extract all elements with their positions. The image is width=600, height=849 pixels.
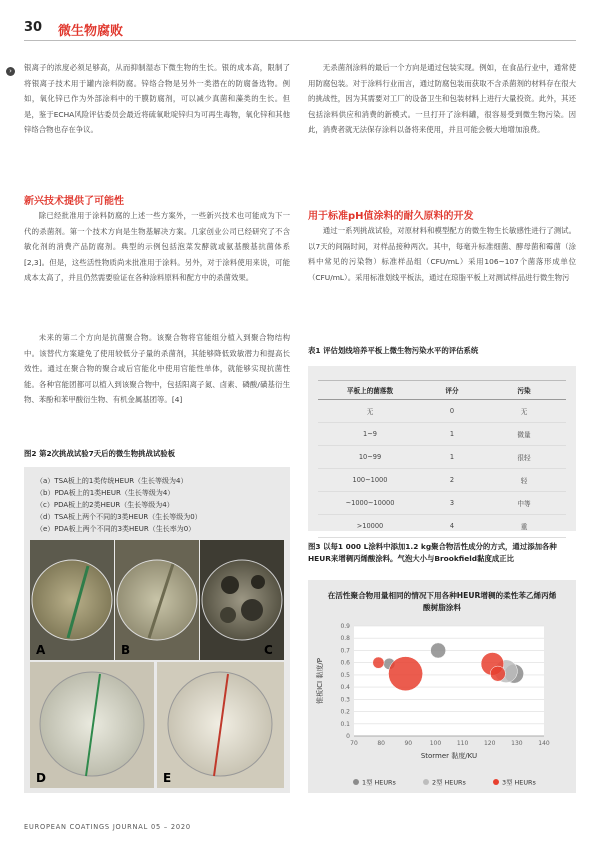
petri-dish-b [117, 560, 197, 640]
y-tick-label: 0.5 [340, 671, 350, 679]
section-title: 微生物腐败 [58, 24, 124, 39]
table-cell: 10~99 [318, 446, 422, 469]
legend-item: （d）TSA板上两个不同的3类HEUR（生长等级为0） [36, 513, 202, 521]
legend-item: （a）TSA板上的1类传统HEUR（生长等级为4） [36, 477, 188, 485]
petri-dish-c [202, 560, 282, 640]
table-cell: 1 [422, 423, 482, 446]
y-tick-label: 0.7 [340, 647, 350, 655]
table-cell: 微量 [482, 423, 566, 446]
y-tick-label: 0.3 [340, 696, 350, 704]
figure-2-caption: 图2 第2次挑战试验7天后的微生物挑战试验板 [24, 449, 176, 458]
petri-dish-photos [30, 540, 284, 788]
table-row [318, 400, 566, 423]
heading-durable-materials: 用于标准pH值涂料的耐久原料的开发 [308, 211, 474, 222]
table-cell: 100~1000 [318, 469, 422, 492]
y-tick-label: 0.8 [340, 635, 350, 643]
table-row [318, 469, 566, 492]
table-cell: 很轻 [482, 446, 566, 469]
table-cell: 0 [422, 400, 482, 423]
x-tick-label: 120 [483, 740, 496, 747]
table-row [318, 515, 566, 538]
y-axis-label: 锥板ICI 黏度/P [316, 658, 324, 704]
bubble-chart [308, 580, 576, 793]
legend-label: 2型 HEURs [432, 778, 466, 787]
legend-item: （b）PDA板上的1类HEUR（生长等级为4） [36, 489, 175, 497]
legend-swatch [423, 779, 429, 785]
photo-label-c: C [264, 643, 273, 657]
data-bubble [490, 666, 505, 681]
photo-label-a: A [36, 643, 46, 657]
photo-label-d: D [36, 771, 46, 785]
y-tick-label: 0.6 [340, 659, 350, 667]
left-paragraph-3: 未来的第二个方向是抗菌聚合物。该聚合物将官能组分植入到聚合物结构中。该替代方案避免了使用较低分子量的杀菌剂，其能够降低致敏潜力和提高长效性。通过在聚合物的聚合或后官能化中使用官能性单体，就能够实现抗菌性能。各种官能团都可以植入到该聚合物中，包括阳离子氮、卤素、磷酸/磺基衍生物、苯酚和苯甲酸衍生物、有机金属基团等。[4] [24, 333, 290, 404]
chart-title-line-2: 酸树脂涂料 [423, 603, 461, 612]
legend-swatch [493, 779, 499, 785]
table-cell: 中等 [482, 492, 566, 515]
continuation-arrow-icon: › [6, 67, 15, 76]
footer-journal: EUROPEAN COATINGS JOURNAL 05 – 2020 [24, 823, 191, 831]
right-paragraph-1: 无杀菌剂涂料的最后一个方向是通过包装实现。例如，在食品行业中，通常使用防腐包装。对于涂料行业而言，通过防腐包装而获取不含杀菌剂的材料存在很大的挑战性，因为其需要对工厂的设备卫生和包装材料上进行大量投资。此外，其还包括涂料供应和消费的新模式。一旦打开了涂料罐，很容易受到微生物污染。因此，消费者就无法保存涂料以备将来使用，并且可能会极大地增加浪费。 [308, 63, 576, 134]
figure-2-legend [36, 475, 286, 535]
table-header: 污染 [482, 381, 566, 400]
table-cell: 4 [422, 515, 482, 538]
legend-label: 1型 HEURs [362, 778, 396, 787]
photo-label-b: B [121, 643, 131, 657]
table-cell: >10000 [318, 515, 422, 538]
left-paragraph-2: 除已经批准用于涂料防腐的上述一些方案外，一些新兴技术也可能成为下一代的杀菌剂。第一个技术方向是生物基解决方案。几家创业公司已经研究了不含敏化剂的消费产品防腐剂。典型的示例包括泡菜发酵就或氨基酸基抗菌体系[2,3]。但是，这些活性物质尚未批准用于涂料。另外，对于涂料使用来说，可能成本太高了，并且仍然需要验证在各种涂料原料和配方中的杀菌效果。 [24, 211, 290, 282]
table-1 [318, 380, 566, 538]
page-number: 30 [24, 20, 43, 35]
x-axis-label: Stormer 黏度/KU [420, 752, 478, 760]
legend-swatch [353, 779, 359, 785]
table-cell: 无 [482, 400, 566, 423]
petri-dish-d [40, 672, 144, 776]
legend-item: （c）PDA板上的2类HEUR（生长等级为4） [36, 501, 174, 509]
x-tick-label: 70 [350, 740, 358, 747]
table-cell: 1~9 [318, 423, 422, 446]
data-bubble [431, 643, 446, 658]
table-header: 评分 [422, 381, 482, 400]
y-tick-label: 0.2 [340, 708, 350, 716]
petri-dish-e [168, 672, 272, 776]
table-cell: 1 [422, 446, 482, 469]
figure-3-caption: 图3 以每1 000 L涂料中添加1.2 kg聚合物活性成分的方式，通过添加各种HEUR来增稠丙烯酸涂料。气泡大小与Brookfield黏度成正比 [308, 542, 557, 563]
x-tick-label: 140 [538, 740, 550, 747]
data-bubble [388, 657, 422, 691]
heading-emerging-tech: 新兴技术提供了可能性 [24, 196, 124, 207]
right-paragraph-2: 通过一系列挑战试验，对原材料和模型配方的微生物生长敏感性进行了测试。以7天的间隔时间，对样品接种两次。其中，每毫升标准细菌、酵母菌和霉菌（涂料中常见的污染物）标准样品组（CFU/mL）采用106~107个菌落形成单位（CFU/mL）。采用标准划线平板法，通过在琼脂平板上对测试样品进行微生物污 [308, 226, 576, 282]
chart-title-line-1: 在活性聚合物用量相同的情况下用各种HEUR增稠的柔性苯乙烯丙烯 [327, 591, 557, 600]
table-cell: 2 [422, 469, 482, 492]
x-tick-label: 110 [456, 740, 469, 747]
y-tick-label: 0.4 [340, 684, 350, 692]
y-tick-label: 0 [346, 733, 350, 740]
table-cell: 重 [482, 515, 566, 538]
left-paragraph-1: 银离子的浓度必须足够高，从而抑制湿态下微生物的生长。银的成本高，限制了将银离子技术用于罐内涂料防腐。锌络合物是另外一类潜在的防腐备选物。例如，氧化锌已作为外部涂料中的干膜防腐剂，可以减少真菌和藻类的生长。但是，鉴于ECHA风险评估委员会最近将硫氧吡啶锌归为可再生毒物，氧化锌和其他锌络合物也存在争议。 [24, 63, 290, 134]
table-cell: ~1000~10000 [318, 492, 422, 515]
legend-item: （e）PDA板上两个不同的3类HEUR（生长率为0） [36, 525, 196, 533]
y-tick-label: 0.9 [340, 623, 350, 630]
table-1-title: 表1 评估划线培养平板上微生物污染水平的评估系统 [308, 346, 479, 355]
table-cell: 3 [422, 492, 482, 515]
table-cell: 无 [318, 400, 422, 423]
x-tick-label: 90 [404, 740, 413, 747]
data-bubble [373, 657, 384, 668]
table-row [318, 492, 566, 515]
x-tick-label: 100 [429, 740, 442, 747]
header-divider [24, 40, 576, 41]
x-tick-label: 130 [511, 740, 523, 747]
table-header: 平板上的菌落数 [318, 381, 422, 400]
y-tick-label: 0.1 [340, 720, 350, 728]
legend-label: 3型 HEURs [502, 778, 536, 787]
table-cell: 轻 [482, 469, 566, 492]
photo-label-e: E [163, 771, 172, 785]
table-row [318, 423, 566, 446]
x-tick-label: 80 [377, 740, 385, 747]
table-row [318, 446, 566, 469]
